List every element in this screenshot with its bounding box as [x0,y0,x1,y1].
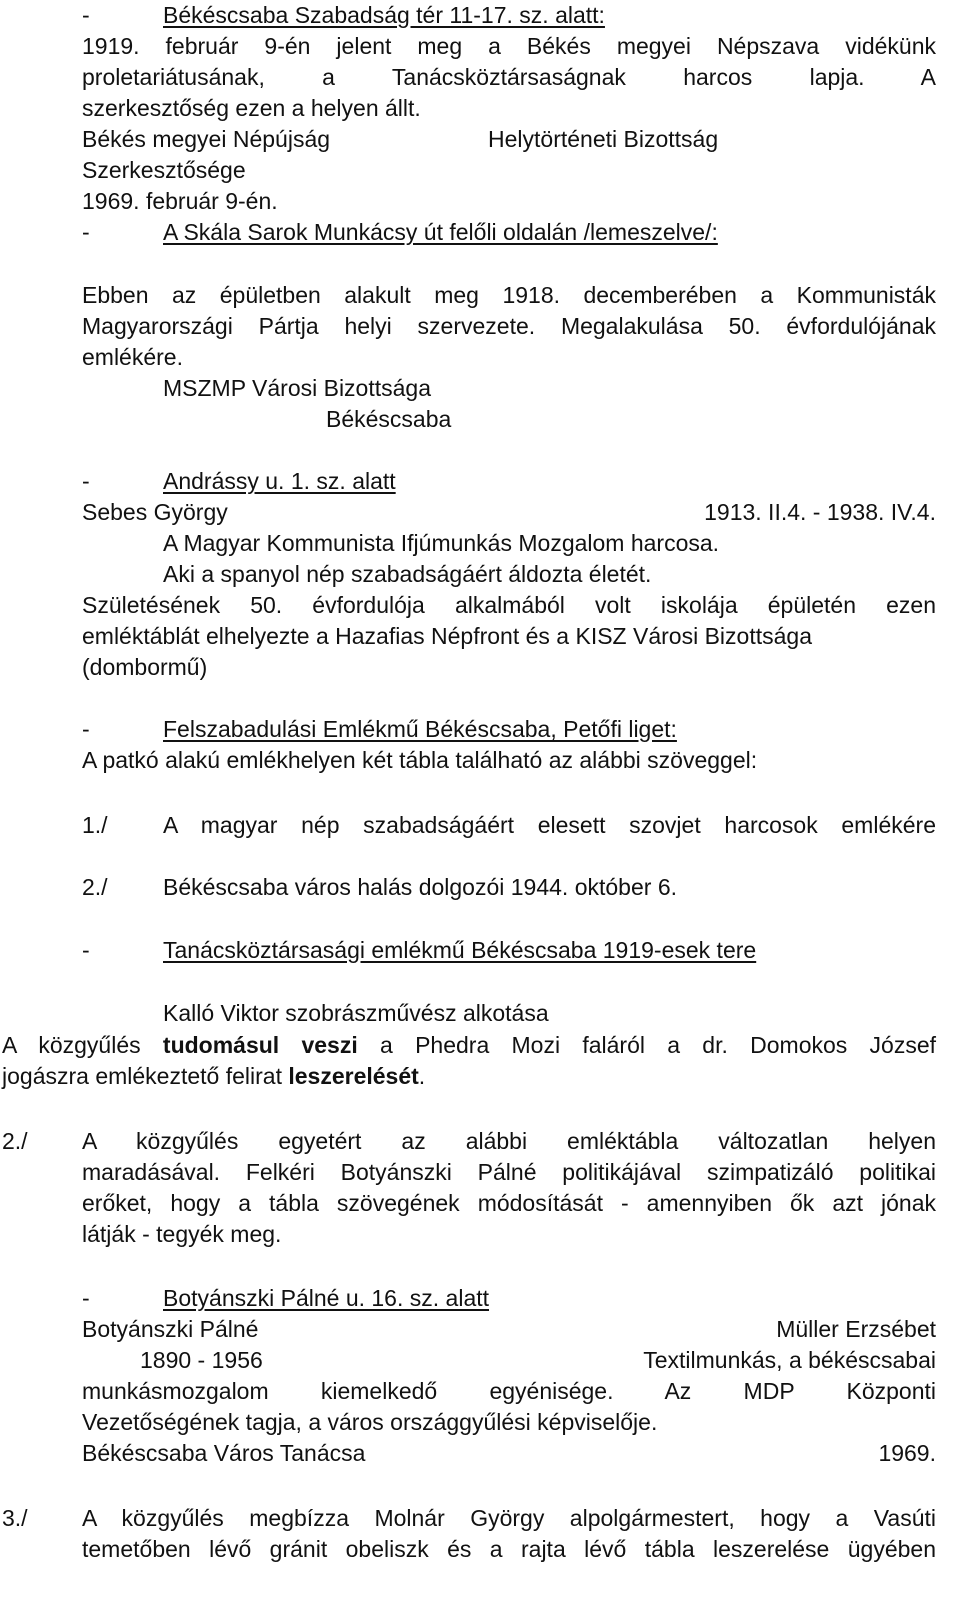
decision-paragraph-line [2,1030,936,1060]
paragraph-line: emléktáblát elhelyezte a Hazafias Népfront és a KISZ Városi Bizottsága [82,623,812,649]
section-heading-szabadsag-ter: Békéscsaba Szabadság tér 11-17. sz. alatt: [163,2,605,28]
list-item-text: Békéscsaba város halás dolgozói 1944. október 6. [163,874,677,900]
paragraph-line: 1919. február 9-én jelent meg a Békés megyei Népszava vidékünk [82,33,936,59]
list-dash: - [82,468,90,494]
period: . [418,1063,426,1089]
paragraph-line: munkásmozgalom kiemelkedő egyénisége. Az MDP Központi [82,1378,936,1404]
paragraph-line: (dombormű) [82,654,208,680]
signature-left-2: Szerkesztősége [82,157,246,183]
decision-number: 3./ [2,1505,28,1531]
list-number: 2./ [82,874,108,900]
paragraph-line: Magyarországi Pártja helyi szervezete. Megalakulása 50. évfordulójának [82,313,936,339]
plaque-line: Aki a spanyol nép szabadságáért áldozta életét. [163,561,652,587]
section-heading-felszabadulasi: Felszabadulási Emlékmű Békéscsaba, Petőfi liget: [163,716,677,742]
life-dates: 1913. II.4. - 1938. IV.4. [704,499,936,525]
decision-paragraph-line [2,1061,425,1091]
list-number: 1./ [82,812,108,838]
list-dash: - [82,1285,90,1311]
birth-name: Müller Erzsébet [776,1316,936,1342]
paragraph-line: A patkó alakú emlékhelyen két tábla található az alábbi szöveggel: [82,747,758,773]
paragraph-line: Vezetőségének tagja, a város országgyűlési képviselője. [82,1409,658,1435]
paragraph-line: maradásával. Felkéri Botyánszki Pálné politikájával szimpatizáló politikai [82,1159,936,1185]
section-heading-andrassy: Andrássy u. 1. sz. alatt [163,468,396,494]
signature: Békéscsaba Város Tanácsa [82,1440,366,1466]
decision-text: a Phedra Mozi faláról a dr. Domokos József [380,1032,937,1058]
life-years: 1890 - 1956 [140,1347,263,1373]
paragraph-line: proletariátusának, a Tanácsköztársaságnak harcos lapja. A [82,64,936,90]
paragraph-line: erőket, hogy a tábla szövegének módosítását - amennyiben ők azt jónak [82,1190,936,1216]
list-item-text: A magyar nép szabadságáért elesett szovjet harcosok emlékére [163,812,936,838]
sculptor-line: Kalló Viktor szobrászművész alkotása [163,1000,549,1026]
paragraph-line: temetőben lévő gránit obeliszk és a rajta lévő tábla leszerelése ügyében [82,1536,936,1562]
paragraph-line: Ebben az épületben alakult meg 1918. decemberében a Kommunisták [82,282,936,308]
decision-text: jogászra emlékeztető felirat [2,1063,282,1089]
signature: MSZMP Városi Bizottsága [163,375,432,401]
paragraph-line: Születésének 50. évfordulója alkalmából volt iskolája épületén ezen [82,592,936,618]
decision-bold-text: leszerelését [288,1063,419,1089]
list-dash: - [82,937,90,963]
signature-year: 1969. [878,1440,936,1466]
signature-city: Békéscsaba [326,406,452,432]
signature-date: 1969. február 9-én. [82,188,278,214]
section-heading-tanacskoztarsasagi: Tanácsköztársasági emlékmű Békéscsaba 1919-esek tere [163,937,757,963]
list-dash: - [82,219,90,245]
paragraph-line: látják - tegyék meg. [82,1221,282,1247]
signature-left: Békés megyei Népújság [82,126,331,152]
signature-right: Helytörténeti Bizottság [488,126,719,152]
list-dash: - [82,2,90,28]
decision-number: 2./ [2,1128,28,1154]
person-name: Sebes György [82,499,228,525]
section-heading-botyanszki: Botyánszki Pálné u. 16. sz. alatt [163,1285,490,1311]
paragraph-line: szerkesztőség ezen a helyen állt. [82,95,421,121]
description-line: Textilmunkás, a békéscsabai [643,1347,936,1373]
list-dash: - [82,716,90,742]
decision-bold-text: tudomásul veszi [162,1032,358,1058]
person-name: Botyánszki Pálné [82,1316,259,1342]
decision-text: A közgyűlés [2,1032,141,1058]
paragraph-line: A közgyűlés megbízza Molnár György alpolgármestert, hogy a Vasúti [82,1505,936,1531]
section-heading-skala-sarok: A Skála Sarok Munkácsy út felőli oldalán /lemeszelve/: [163,219,718,245]
plaque-line: A Magyar Kommunista Ifjúmunkás Mozgalom harcosa. [163,530,720,556]
paragraph-line: A közgyűlés egyetért az alábbi emléktábla változatlan helyen [82,1128,936,1154]
paragraph-line: emlékére. [82,344,183,370]
